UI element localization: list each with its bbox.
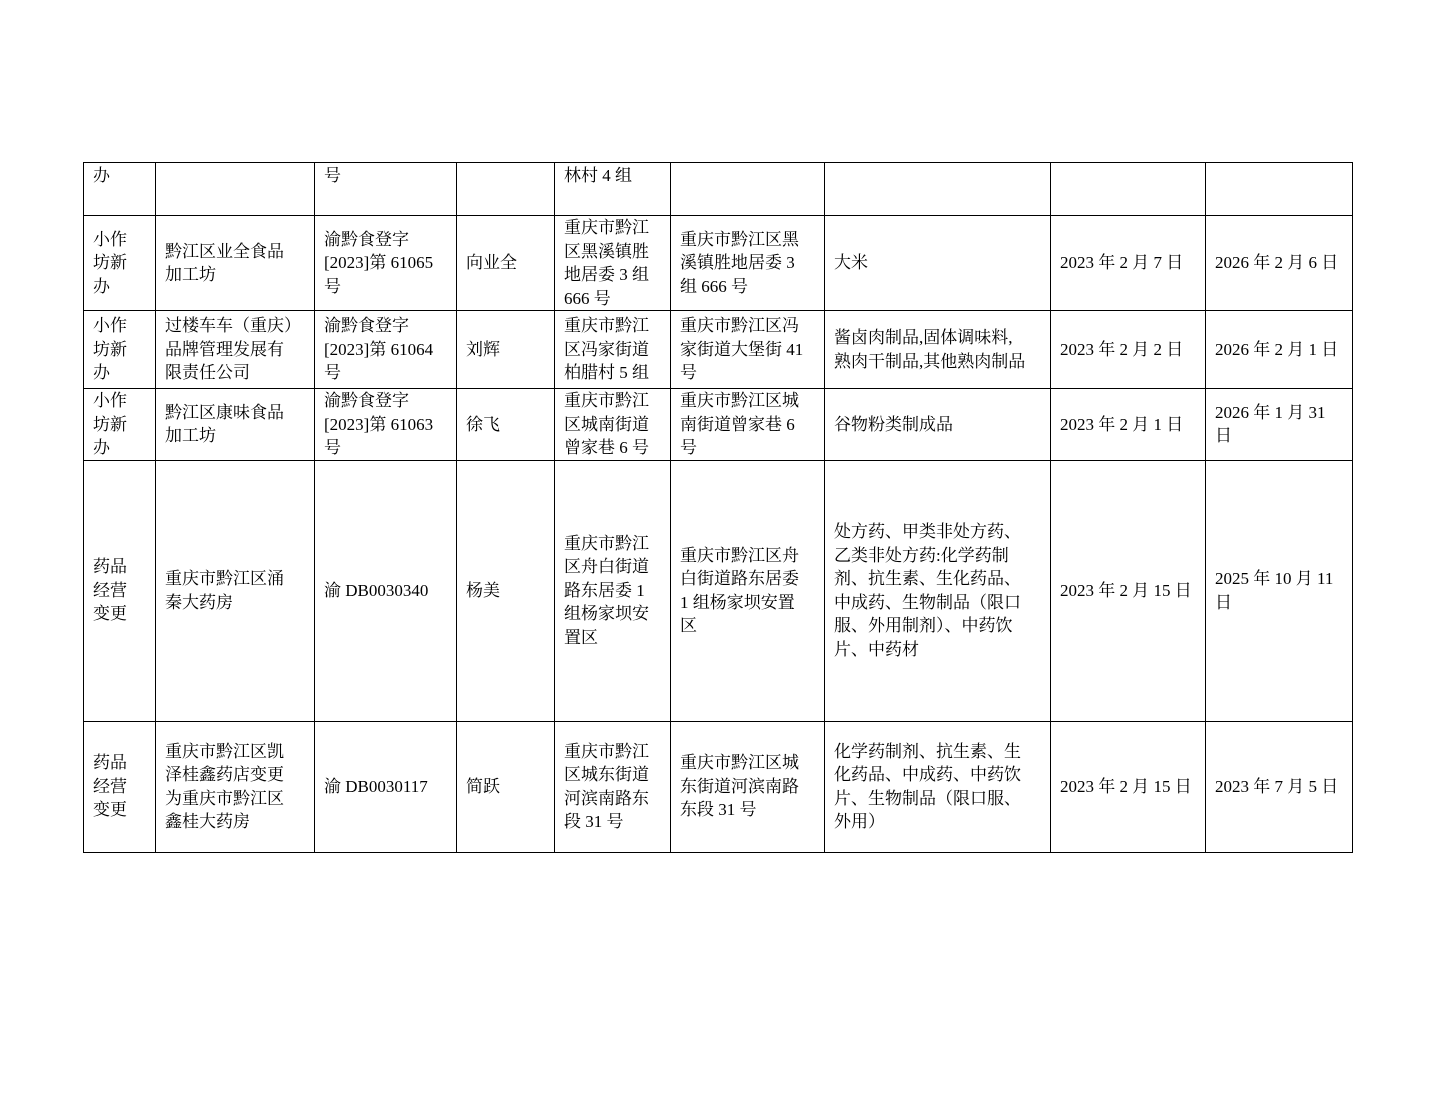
table-row bbox=[84, 163, 1353, 216]
cell-name bbox=[156, 311, 315, 389]
cell-name bbox=[156, 163, 315, 216]
cell-text: 药品 经营 变更 bbox=[93, 557, 127, 624]
cell-text: 大米 bbox=[834, 253, 868, 273]
cell-text: 黔江区康味食品 加工坊 bbox=[165, 402, 284, 446]
cell-text: 重庆市黔江区城 东街道河滨南路 东段 31 号 bbox=[680, 753, 799, 820]
cell-scope bbox=[825, 721, 1051, 852]
cell-text: 2023 年 2 月 15 日 bbox=[1060, 776, 1192, 796]
cell-issue-date bbox=[1051, 216, 1206, 311]
permit-table bbox=[83, 162, 1353, 853]
cell-issue-date bbox=[1051, 311, 1206, 389]
cell-category bbox=[84, 311, 156, 389]
cell-legal-person bbox=[457, 460, 555, 721]
cell-text: 酱卤肉制品,固体调味料, 熟肉干制品,其他熟肉制品 bbox=[834, 328, 1026, 371]
cell-scope bbox=[825, 163, 1051, 216]
cell-text: 黔江区业全食品 加工坊 bbox=[165, 241, 284, 284]
cell-text: 2023 年 2 月 2 日 bbox=[1060, 339, 1184, 359]
cell-name bbox=[156, 216, 315, 311]
cell-text: 渝 DB0030340 bbox=[324, 580, 429, 600]
cell-text: 2023 年 2 月 7 日 bbox=[1060, 253, 1184, 273]
cell-text: 小作 坊新 办 bbox=[93, 316, 127, 383]
cell-license-number bbox=[315, 721, 457, 852]
table-row bbox=[84, 721, 1353, 852]
cell-text: 2026 年 2 月 6 日 bbox=[1215, 253, 1339, 273]
cell-text: 渝黔食登字 [2023]第 61063 号 bbox=[324, 391, 434, 457]
cell-text: 重庆市黔江区城 南街道曾家巷 6 号 bbox=[680, 391, 799, 457]
cell-text: 重庆市黔江 区舟白街道 路东居委 1 组杨家坝安 置区 bbox=[564, 533, 649, 647]
cell-category bbox=[84, 216, 156, 311]
cell-text: 重庆市黔江区凯 泽桂鑫药店变更 为重庆市黔江区 鑫桂大药房 bbox=[165, 741, 284, 831]
cell-scope bbox=[825, 216, 1051, 311]
cell-category bbox=[84, 460, 156, 721]
cell-text: 2025 年 10 月 11 日 bbox=[1215, 569, 1334, 612]
cell-issue-date bbox=[1051, 163, 1206, 216]
cell-expiry-date bbox=[1206, 311, 1353, 389]
cell-text: 办 bbox=[93, 166, 110, 185]
cell-production-address bbox=[555, 216, 671, 311]
cell-text: 谷物粉类制成品 bbox=[834, 414, 953, 434]
cell-expiry-date bbox=[1206, 460, 1353, 721]
cell-license-number bbox=[315, 216, 457, 311]
cell-text: 药品 经营 变更 bbox=[93, 753, 127, 820]
cell-text: 小作 坊新 办 bbox=[93, 229, 127, 296]
cell-production-address bbox=[555, 311, 671, 389]
cell-production-address bbox=[555, 163, 671, 216]
cell-text: 渝黔食登字 [2023]第 61065 号 bbox=[324, 229, 434, 296]
cell-text: 小作 坊新 办 bbox=[93, 391, 127, 457]
cell-legal-person bbox=[457, 721, 555, 852]
cell-business-address bbox=[671, 311, 825, 389]
cell-scope bbox=[825, 460, 1051, 721]
cell-text: 2023 年 2 月 15 日 bbox=[1060, 580, 1192, 600]
cell-text: 重庆市黔江区冯 家街道大堡街 41 号 bbox=[680, 316, 804, 383]
cell-business-address bbox=[671, 389, 825, 461]
cell-business-address bbox=[671, 163, 825, 216]
cell-license-number bbox=[315, 460, 457, 721]
cell-text: 杨美 bbox=[466, 580, 500, 600]
cell-text: 渝 DB0030117 bbox=[324, 776, 428, 796]
cell-text: 过楼车车（重庆） 品牌管理发展有 限责任公司 bbox=[165, 316, 301, 383]
cell-license-number bbox=[315, 311, 457, 389]
cell-expiry-date bbox=[1206, 389, 1353, 461]
cell-category bbox=[84, 389, 156, 461]
cell-text: 徐飞 bbox=[466, 414, 500, 434]
cell-name bbox=[156, 389, 315, 461]
cell-scope bbox=[825, 311, 1051, 389]
cell-text: 2023 年 2 月 1 日 bbox=[1060, 414, 1184, 434]
cell-business-address bbox=[671, 216, 825, 311]
cell-text: 处方药、甲类非处方药、 乙类非处方药:化学药制 剂、抗生素、生化药品、 中成药、生物制品（限口 服、外用制剂）、中药饮 片、中药材 bbox=[834, 522, 1021, 659]
cell-issue-date bbox=[1051, 721, 1206, 852]
cell-text: 2023 年 7 月 5 日 bbox=[1215, 776, 1339, 796]
cell-production-address bbox=[555, 460, 671, 721]
table-body bbox=[84, 163, 1353, 853]
cell-issue-date bbox=[1051, 460, 1206, 721]
cell-scope bbox=[825, 389, 1051, 461]
cell-expiry-date bbox=[1206, 721, 1353, 852]
table-row bbox=[84, 389, 1353, 461]
cell-text: 简跃 bbox=[466, 776, 500, 796]
table-row bbox=[84, 216, 1353, 311]
cell-text: 重庆市黔江 区城东街道 河滨南路东 段 31 号 bbox=[564, 741, 649, 831]
cell-business-address bbox=[671, 721, 825, 852]
cell-business-address bbox=[671, 460, 825, 721]
table-row bbox=[84, 460, 1353, 721]
cell-text: 化学药制剂、抗生素、生 化药品、中成药、中药饮 片、生物制品（限口服、 外用） bbox=[834, 741, 1021, 831]
cell-expiry-date bbox=[1206, 216, 1353, 311]
cell-license-number bbox=[315, 163, 457, 216]
cell-text: 渝黔食登字 [2023]第 61064 号 bbox=[324, 316, 434, 383]
cell-text: 重庆市黔江 区黑溪镇胜 地居委 3 组 666 号 bbox=[564, 218, 649, 308]
cell-text: 重庆市黔江 区冯家街道 柏腊村 5 组 bbox=[564, 316, 649, 383]
cell-text: 2026 年 2 月 1 日 bbox=[1215, 339, 1339, 359]
cell-text: 号 bbox=[324, 166, 341, 185]
cell-legal-person bbox=[457, 163, 555, 216]
cell-category bbox=[84, 163, 156, 216]
cell-text: 向业全 bbox=[466, 253, 517, 273]
cell-text: 2026 年 1 月 31 日 bbox=[1215, 402, 1326, 446]
cell-license-number bbox=[315, 389, 457, 461]
cell-text: 重庆市黔江区舟 白街道路东居委 1 组杨家坝安置 区 bbox=[680, 545, 799, 635]
cell-text: 林村 4 组 bbox=[564, 166, 632, 185]
cell-name bbox=[156, 460, 315, 721]
cell-legal-person bbox=[457, 216, 555, 311]
cell-legal-person bbox=[457, 389, 555, 461]
cell-category bbox=[84, 721, 156, 852]
cell-name bbox=[156, 721, 315, 852]
cell-text: 重庆市黔江区黑 溪镇胜地居委 3 组 666 号 bbox=[680, 229, 799, 296]
cell-text: 重庆市黔江区涌 秦大药房 bbox=[165, 569, 284, 612]
cell-legal-person bbox=[457, 311, 555, 389]
cell-text: 刘辉 bbox=[466, 339, 500, 359]
cell-issue-date bbox=[1051, 389, 1206, 461]
cell-text: 重庆市黔江 区城南街道 曾家巷 6 号 bbox=[564, 391, 649, 457]
cell-production-address bbox=[555, 721, 671, 852]
cell-expiry-date bbox=[1206, 163, 1353, 216]
cell-production-address bbox=[555, 389, 671, 461]
table-row bbox=[84, 311, 1353, 389]
